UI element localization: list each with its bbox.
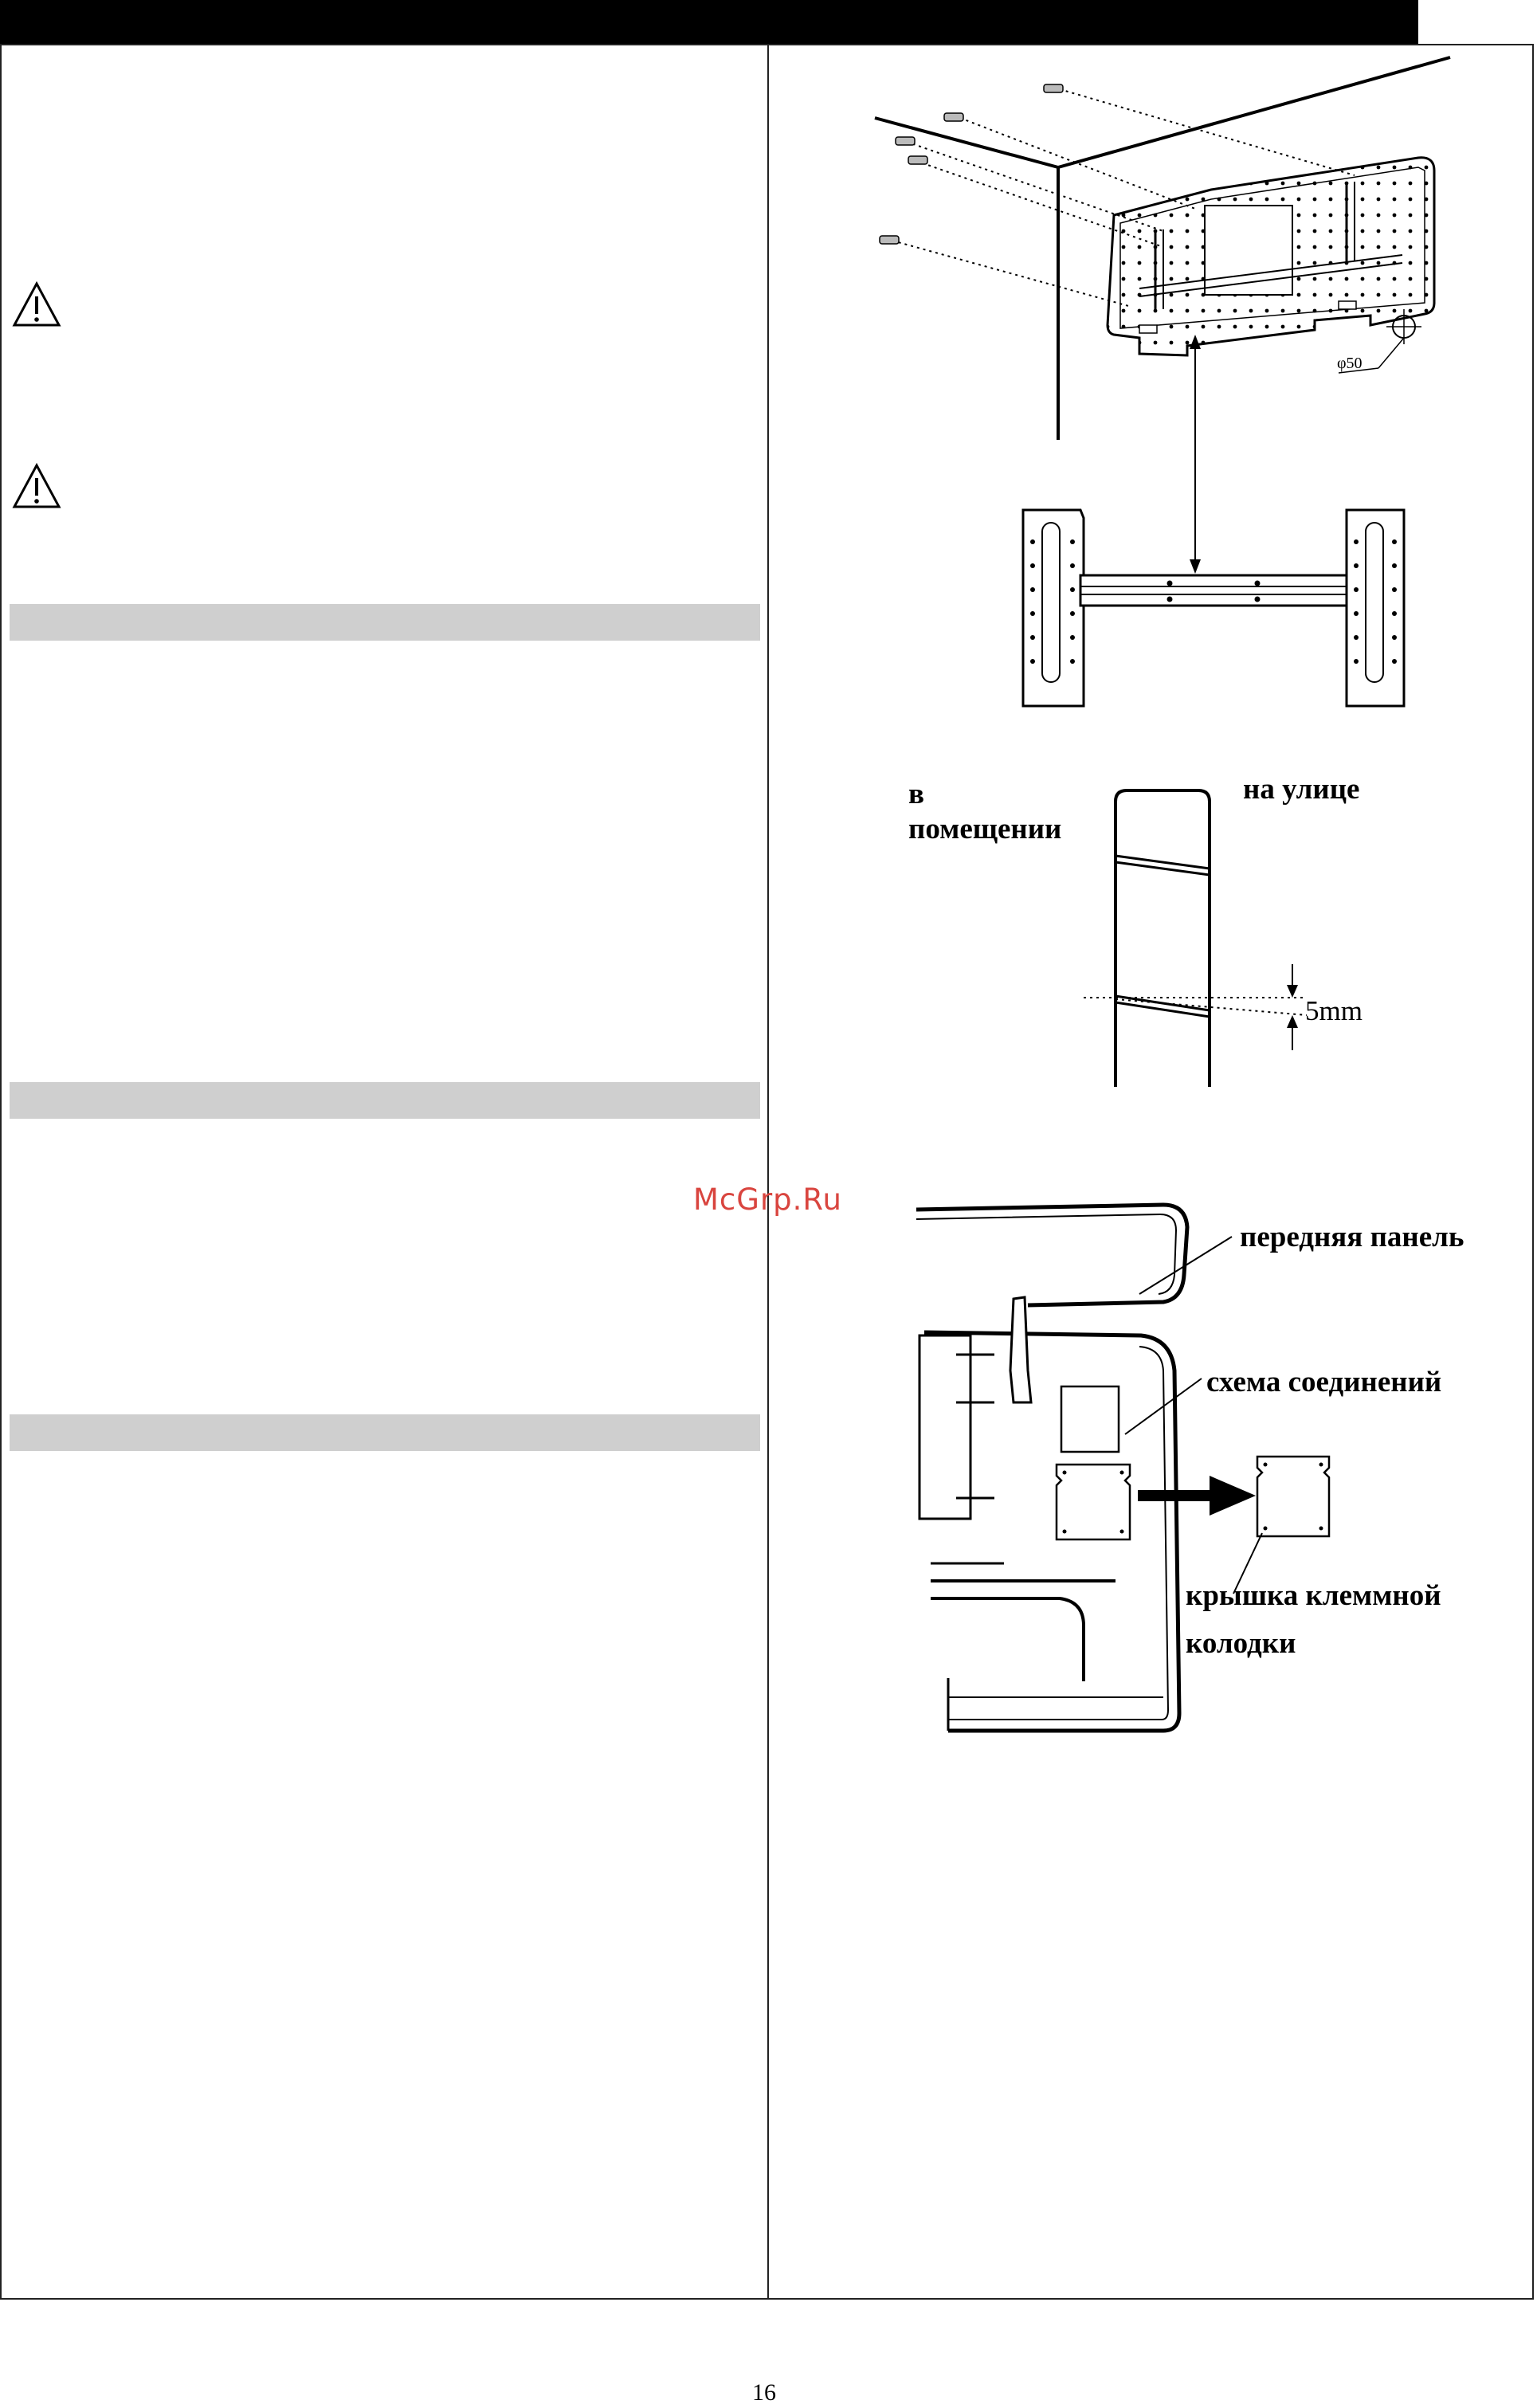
diameter-label: φ50 xyxy=(1337,355,1363,372)
mounting-plate-diagram xyxy=(875,57,1450,706)
terminal-cover-label: колодки xyxy=(1186,1627,1296,1660)
slope-label: 5mm xyxy=(1305,995,1363,1026)
outdoor-label: на улице xyxy=(1243,773,1360,806)
terminal-block-diagram xyxy=(916,1205,1464,1731)
front-panel-label: передняя панель xyxy=(1240,1221,1464,1253)
wiring-diagram-label: схема соединений xyxy=(1206,1366,1442,1398)
indoor-label: в xyxy=(908,778,924,810)
terminal-cover-label: крышка клеммной xyxy=(1186,1579,1441,1612)
indoor-label: помещении xyxy=(908,813,1062,845)
page-number: 16 xyxy=(752,2379,776,2406)
wall-slope-diagram xyxy=(908,773,1363,1087)
watermark: McGrp.Ru xyxy=(693,1182,842,1217)
